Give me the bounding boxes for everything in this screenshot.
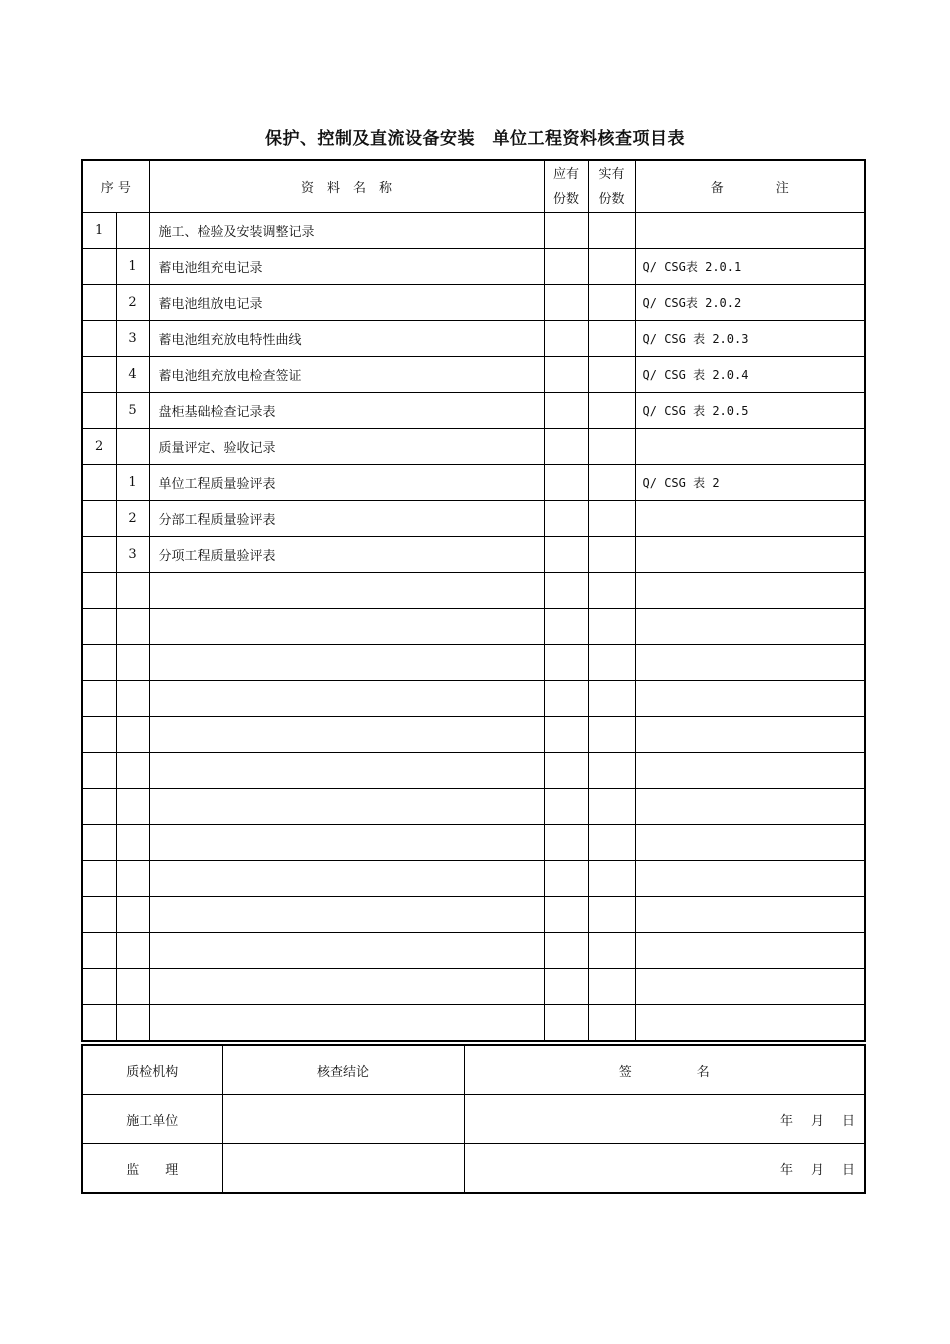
material-name-cell: 蓄电池组充电记录: [149, 249, 544, 285]
material-name-cell: [149, 753, 544, 789]
material-name-cell: 蓄电池组充放电检查签证: [149, 357, 544, 393]
material-name-cell: [149, 609, 544, 645]
seq-cell: [82, 537, 116, 573]
sub-seq-cell: [116, 825, 149, 861]
month-label: 月: [810, 1113, 824, 1129]
material-name-cell: [149, 933, 544, 969]
actual-count-cell[interactable]: [588, 285, 635, 321]
material-name-cell: [149, 645, 544, 681]
material-name-cell: 蓄电池组放电记录: [149, 285, 544, 321]
should-count-header: [544, 160, 588, 213]
seq-header: 序 号: [82, 160, 149, 213]
supervision-label: 监 理: [82, 1144, 222, 1194]
table-row: [82, 573, 865, 609]
should-count-cell[interactable]: [544, 285, 588, 321]
table-header-row: [82, 160, 865, 213]
page-title: 保护、控制及直流设备安装 单位工程资料核查项目表: [265, 129, 685, 149]
seq-cell: [82, 753, 116, 789]
actual-count-cell[interactable]: [588, 933, 635, 969]
seq-cell: [82, 285, 116, 321]
material-name-cell: [149, 789, 544, 825]
supervision-conclusion[interactable]: [222, 1144, 464, 1194]
actual-count-cell[interactable]: [588, 573, 635, 609]
seq-cell: [82, 789, 116, 825]
day-label: 日: [841, 1113, 855, 1129]
remark-cell: [635, 537, 865, 573]
actual-count-cell[interactable]: [588, 321, 635, 357]
table-row: [82, 1005, 865, 1042]
sub-seq-cell: [116, 645, 149, 681]
seq-cell: [82, 825, 116, 861]
should-count-cell[interactable]: [544, 465, 588, 501]
should-count-cell[interactable]: [544, 249, 588, 285]
table-row: [82, 393, 865, 429]
actual-count-cell[interactable]: [588, 357, 635, 393]
remark-cell: [635, 861, 865, 897]
material-name-cell: 质量评定、验收记录: [149, 429, 544, 465]
table-row: [82, 897, 865, 933]
remark-cell: [635, 753, 865, 789]
sub-seq-cell: [116, 969, 149, 1005]
seq-cell: [82, 465, 116, 501]
material-name-cell: [149, 969, 544, 1005]
remark-cell: [635, 933, 865, 969]
remark-cell: Q/ CSG 表 2.0.4: [635, 357, 865, 393]
sub-seq-cell: [116, 789, 149, 825]
actual-count-header: [588, 160, 635, 213]
seq-cell: [82, 357, 116, 393]
table-row: [82, 357, 865, 393]
should-count-header-line1: 应有: [553, 166, 580, 182]
remark-cell: [635, 501, 865, 537]
sub-seq-cell: [116, 609, 149, 645]
sub-seq-cell: 2: [116, 501, 149, 537]
material-name-cell: 蓄电池组充放电特性曲线: [149, 321, 544, 357]
seq-cell: 1: [82, 213, 116, 249]
material-name-cell: [149, 573, 544, 609]
material-name-cell: [149, 861, 544, 897]
sub-seq-cell: [116, 933, 149, 969]
table-row: [82, 753, 865, 789]
remark-cell: Q/ CSG 表 2.0.3: [635, 321, 865, 357]
should-count-cell[interactable]: [544, 789, 588, 825]
year-label: 年: [779, 1162, 793, 1178]
actual-count-header-line2: 份数: [598, 191, 625, 207]
table-row: [82, 717, 865, 753]
year-label: 年: [779, 1113, 793, 1129]
actual-count-cell[interactable]: [588, 753, 635, 789]
table-row: [82, 429, 865, 465]
sub-seq-cell: [116, 897, 149, 933]
supervision-date[interactable]: [464, 1144, 865, 1194]
table-row: [82, 861, 865, 897]
table-row: [82, 537, 865, 573]
sub-seq-cell: [116, 681, 149, 717]
material-name-cell: 施工、检验及安装调整记录: [149, 213, 544, 249]
sub-seq-cell: 2: [116, 285, 149, 321]
remark-cell: [635, 609, 865, 645]
seq-cell: [82, 501, 116, 537]
should-count-cell[interactable]: [544, 645, 588, 681]
sub-seq-cell: 1: [116, 465, 149, 501]
remark-cell: [635, 789, 865, 825]
seq-cell: [82, 1005, 116, 1042]
sub-seq-cell: 5: [116, 393, 149, 429]
should-count-cell[interactable]: [544, 537, 588, 573]
actual-count-cell[interactable]: [588, 861, 635, 897]
should-count-cell[interactable]: [544, 429, 588, 465]
seq-cell: [82, 609, 116, 645]
remark-cell: [635, 717, 865, 753]
construction-unit-date[interactable]: [464, 1095, 865, 1144]
table-row: [82, 969, 865, 1005]
seq-cell: [82, 645, 116, 681]
material-name-cell: [149, 897, 544, 933]
remark-cell: [635, 681, 865, 717]
remark-cell: [635, 429, 865, 465]
table-row: [82, 933, 865, 969]
conclusion-label: 核查结论: [222, 1045, 464, 1095]
should-count-header-line2: 份数: [553, 191, 580, 207]
should-count-cell[interactable]: [544, 501, 588, 537]
remark-header: 备 注: [635, 160, 865, 213]
sub-seq-cell: 3: [116, 321, 149, 357]
should-count-cell[interactable]: [544, 573, 588, 609]
table-row: [82, 465, 865, 501]
table-row: [82, 681, 865, 717]
construction-unit-conclusion[interactable]: [222, 1095, 464, 1144]
table-row: [82, 609, 865, 645]
actual-count-cell[interactable]: [588, 609, 635, 645]
sub-seq-cell: 3: [116, 537, 149, 573]
sub-seq-cell: 4: [116, 357, 149, 393]
actual-count-cell[interactable]: [588, 1005, 635, 1042]
sub-seq-cell: [116, 213, 149, 249]
material-name-cell: [149, 1005, 544, 1042]
remark-cell: [635, 969, 865, 1005]
checklist-table: [81, 159, 866, 1042]
seq-cell: [82, 861, 116, 897]
sub-seq-cell: [116, 753, 149, 789]
remark-cell: [635, 213, 865, 249]
sub-seq-cell: 1: [116, 249, 149, 285]
should-count-cell[interactable]: [544, 393, 588, 429]
signature-table: [81, 1044, 866, 1194]
should-count-cell[interactable]: [544, 321, 588, 357]
material-name-cell: 单位工程质量验评表: [149, 465, 544, 501]
actual-count-cell[interactable]: [588, 501, 635, 537]
should-count-cell[interactable]: [544, 213, 588, 249]
remark-cell: [635, 897, 865, 933]
should-count-cell[interactable]: [544, 357, 588, 393]
should-count-cell[interactable]: [544, 969, 588, 1005]
sub-seq-cell: [116, 1005, 149, 1042]
construction-unit-label: 施工单位: [82, 1095, 222, 1144]
table-row: [82, 789, 865, 825]
seq-cell: [82, 897, 116, 933]
sub-seq-cell: [116, 573, 149, 609]
actual-count-cell[interactable]: [588, 825, 635, 861]
remark-cell: Q/ CSG表 2.0.2: [635, 285, 865, 321]
seq-cell: [82, 933, 116, 969]
actual-count-cell[interactable]: [588, 465, 635, 501]
material-name-cell: [149, 717, 544, 753]
material-name-cell: [149, 681, 544, 717]
name-header: 资 料 名 称: [149, 160, 544, 213]
seq-cell: [82, 573, 116, 609]
signature-label: 签 名: [464, 1045, 865, 1095]
remark-cell: [635, 573, 865, 609]
actual-count-cell[interactable]: [588, 393, 635, 429]
table-row: [82, 645, 865, 681]
remark-cell: [635, 825, 865, 861]
actual-count-cell[interactable]: [588, 717, 635, 753]
actual-count-cell[interactable]: [588, 537, 635, 573]
seq-cell: [82, 393, 116, 429]
remark-cell: Q/ CSG 表 2: [635, 465, 865, 501]
table-row: [82, 285, 865, 321]
material-name-cell: 盘柜基础检查记录表: [149, 393, 544, 429]
sub-seq-cell: [116, 717, 149, 753]
should-count-cell[interactable]: [544, 753, 588, 789]
sub-seq-cell: [116, 861, 149, 897]
should-count-cell[interactable]: [544, 609, 588, 645]
month-label: 月: [810, 1162, 824, 1178]
seq-cell: [82, 249, 116, 285]
table-row: [82, 249, 865, 285]
actual-count-cell[interactable]: [588, 429, 635, 465]
material-name-cell: 分部工程质量验评表: [149, 501, 544, 537]
material-name-cell: [149, 825, 544, 861]
actual-count-cell[interactable]: [588, 969, 635, 1005]
day-label: 日: [841, 1162, 855, 1178]
seq-cell: 2: [82, 429, 116, 465]
should-count-cell[interactable]: [544, 825, 588, 861]
table-row: [82, 501, 865, 537]
remark-cell: [635, 1005, 865, 1042]
seq-cell: [82, 321, 116, 357]
remark-cell: Q/ CSG 表 2.0.5: [635, 393, 865, 429]
table-row: [82, 321, 865, 357]
seq-cell: [82, 681, 116, 717]
remark-cell: [635, 645, 865, 681]
seq-cell: [82, 717, 116, 753]
seq-cell: [82, 969, 116, 1005]
org-label: 质检机构: [82, 1045, 222, 1095]
actual-count-cell[interactable]: [588, 681, 635, 717]
should-count-cell[interactable]: [544, 861, 588, 897]
remark-cell: Q/ CSG表 2.0.1: [635, 249, 865, 285]
should-count-cell[interactable]: [544, 897, 588, 933]
table-row: [82, 213, 865, 249]
actual-count-cell[interactable]: [588, 897, 635, 933]
should-count-cell[interactable]: [544, 933, 588, 969]
actual-count-cell[interactable]: [588, 213, 635, 249]
should-count-cell[interactable]: [544, 681, 588, 717]
actual-count-cell[interactable]: [588, 249, 635, 285]
actual-count-header-line1: 实有: [598, 166, 625, 182]
actual-count-cell[interactable]: [588, 645, 635, 681]
material-name-cell: 分项工程质量验评表: [149, 537, 544, 573]
should-count-cell[interactable]: [544, 717, 588, 753]
should-count-cell[interactable]: [544, 1005, 588, 1042]
actual-count-cell[interactable]: [588, 789, 635, 825]
sub-seq-cell: [116, 429, 149, 465]
table-row: [82, 825, 865, 861]
